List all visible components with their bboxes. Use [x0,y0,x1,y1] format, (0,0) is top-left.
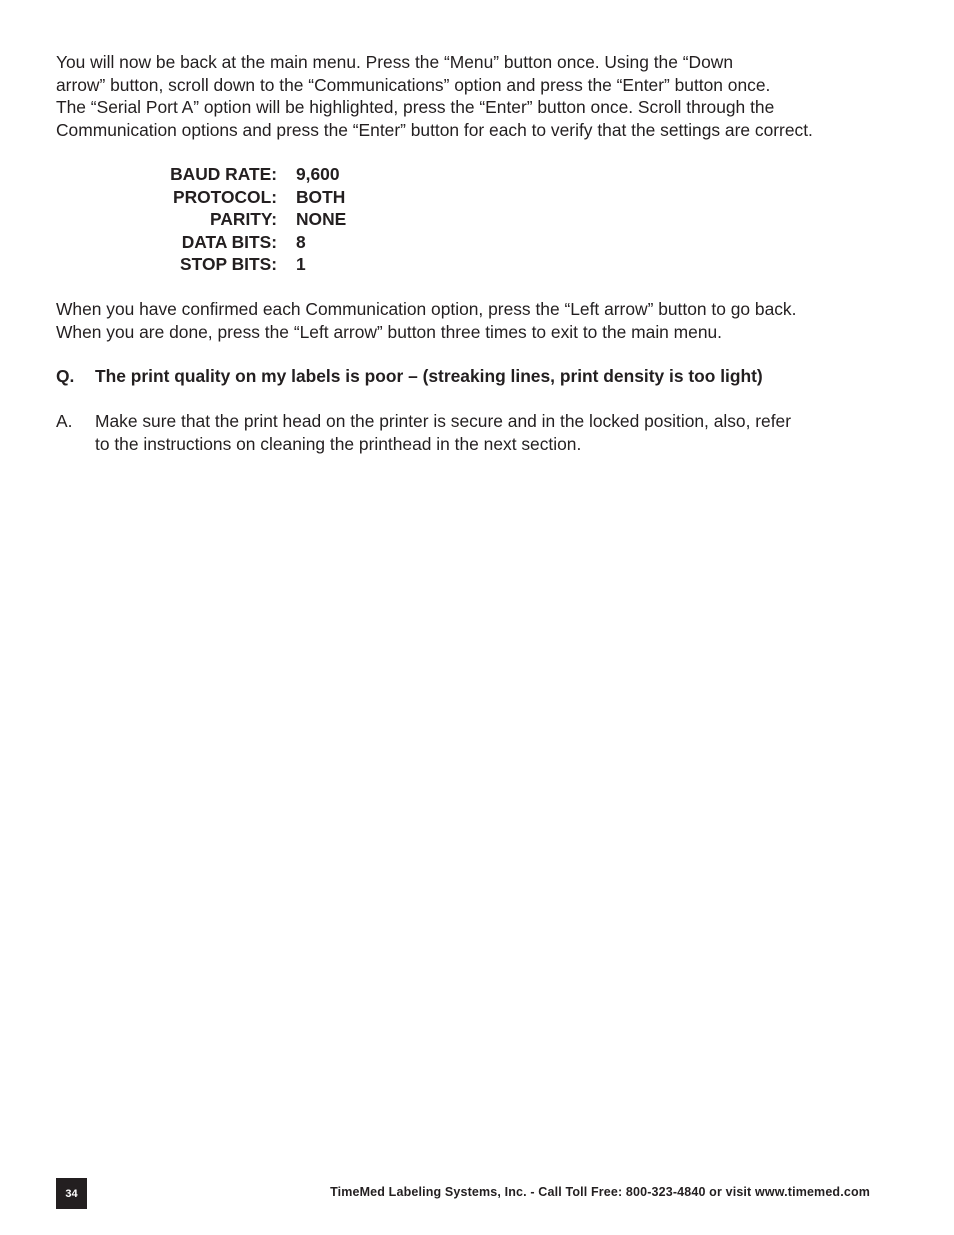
setting-value: 8 [296,231,306,252]
setting-row-stop-bits [120,253,346,276]
setting-label: PARITY: [210,209,277,230]
setting-row-protocol [120,186,346,209]
setting-row-baud-rate [120,163,346,186]
faq-answer [56,410,906,455]
setting-row-parity [120,208,346,231]
question-text: The print quality on my labels is poor – (streaking lines, print density is too light) [95,366,763,386]
setting-label: BAUD RATE: [170,164,277,184]
page-number-badge: 34 [56,1178,87,1209]
faq-question [56,365,906,388]
setting-label: STOP BITS: [180,254,277,275]
answer-marker: A. [56,411,73,431]
question-marker: Q. [56,366,75,386]
setting-label: PROTOCOL: [172,186,277,207]
page-footer [56,1178,870,1209]
footer-contact-text: TimeMed Labeling Systems, Inc. - Call Toll Free: 800-323-4840 or visit www.timemed.com [330,1185,870,1199]
setting-label: DATA BITS: [181,231,277,252]
communication-settings-list [120,163,346,276]
intro-paragraph: You will now be back at the main menu. Press the “Menu” button once. Using the “Down arrow” button, scroll down to the “Communications” option and press the “Enter” button once. The “Serial Port A” option will be highlighted, press the “Enter” button once. Scroll through the Communication options and press the “Enter” button for each to verify that the settings are correct. [56,52,813,140]
setting-value: BOTH [296,186,346,207]
setting-value: 9,600 [296,164,340,184]
answer-text: Make sure that the print head on the printer is secure and in the locked position, also, refer to the instructions on cleaning the printhead in the next section. [95,411,792,454]
confirm-paragraph: When you have confirmed each Communication option, press the “Left arrow” button to go back. When you are done, press the “Left arrow” button three times to exit to the main menu. [56,299,797,342]
setting-row-data-bits [120,231,346,254]
setting-value: 1 [296,254,306,275]
setting-value: NONE [296,209,347,230]
